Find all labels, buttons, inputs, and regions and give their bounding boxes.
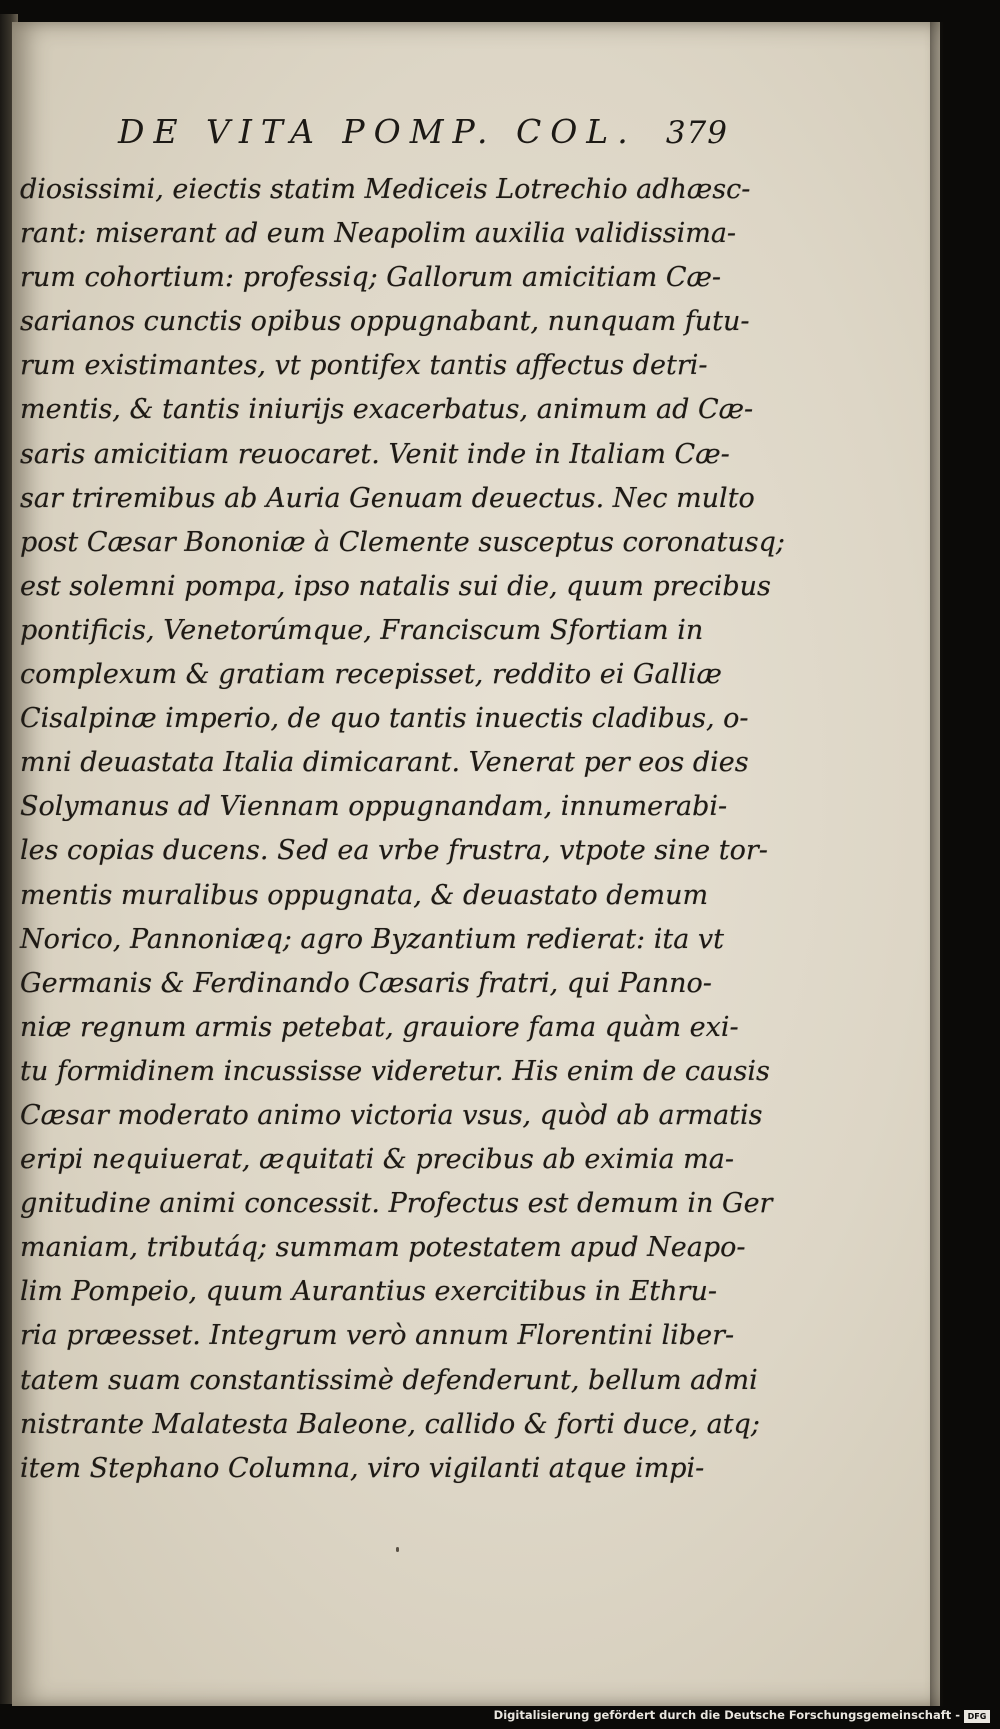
- text-line: tatem suam constantissimè defenderunt, bellum admi: [20, 1364, 758, 1396]
- text-line: mentis muralibus oppugnata, & deuastato demum: [20, 879, 709, 911]
- running-title: DE VITA POMP. COL.: [118, 112, 637, 151]
- text-line: Norico, Pannoniæq; agro Byzantium redierat: ita vt: [20, 923, 724, 955]
- body-text: [20, 168, 786, 1491]
- text-line: niæ regnum armis petebat, grauiore fama quàm exi-: [20, 1011, 739, 1043]
- digitization-credit: Digitalisierung gefördert durch die Deutsche Forschungsgemeinschaft -: [493, 1708, 960, 1722]
- text-line: item Stephano Columna, viro vigilanti atque impi-: [20, 1452, 705, 1484]
- text-line: rant: miserant ad eum Neapolim auxilia validissima-: [20, 218, 737, 250]
- text-line: Germanis & Ferdinando Cæsaris fratri, qui Panno-: [20, 967, 712, 999]
- dfg-logo-icon: DFG: [964, 1710, 990, 1723]
- ink-speck: [396, 1547, 399, 1552]
- page-number: 379: [665, 115, 728, 151]
- footer-bar: [0, 1706, 1000, 1729]
- text-line: Cæsar moderato animo victoria vsus, quòd ab armatis: [20, 1099, 763, 1131]
- page-edge-shadow: [930, 22, 944, 1706]
- text-line: mentis, & tantis iniurijs exacerbatus, animum ad Cæ-: [20, 394, 754, 426]
- text-line: maniam, tributáq; summam potestatem apud Neapo-: [20, 1232, 746, 1264]
- text-line: est solemni pompa, ipso natalis sui die, quum precibus: [20, 570, 771, 602]
- text-line: rum cohortium: professiq; Gallorum amicitiam Cæ-: [20, 262, 721, 294]
- text-line: les copias ducens. Sed ea vrbe frustra, vtpote sine tor-: [20, 835, 768, 867]
- text-line: lim Pompeio, quum Aurantius exercitibus in Ethru-: [20, 1276, 717, 1308]
- text-line: eripi nequiuerat, æquitati & precibus ab eximia ma-: [20, 1144, 734, 1176]
- text-line: diosissimi, eiectis statim Mediceis Lotrechio adhæsc-: [20, 174, 751, 205]
- text-line: tu formidinem incussisse videretur. His enim de causis: [20, 1055, 770, 1087]
- text-line: Solymanus ad Viennam oppugnandam, innumerabi-: [20, 791, 728, 823]
- running-head: [118, 112, 728, 151]
- text-line: complexum & gratiam recepisset, reddito ei Galliæ: [20, 659, 722, 691]
- text-line: sarianos cunctis opibus oppugnabant, nunquam futu-: [20, 306, 750, 338]
- text-line: saris amicitiam reuocaret. Venit inde in Italiam Cæ-: [20, 438, 730, 470]
- text-line: mni deuastata Italia dimicarant. Venerat per eos dies: [20, 747, 749, 779]
- text-line: sar triremibus ab Auria Genuam deuectus. Nec multo: [20, 482, 755, 514]
- text-line: pontificis, Venetorúmque, Franciscum Sfortiam in: [20, 614, 704, 646]
- text-line: Cisalpinæ imperio, de quo tantis inuectis cladibus, o-: [20, 703, 749, 735]
- text-line: gnitudine animi concessit. Profectus est demum in Ger: [20, 1188, 773, 1220]
- text-line: post Cæsar Bononiæ à Clemente susceptus coronatusq;: [20, 526, 786, 558]
- text-line: rum existimantes, vt pontifex tantis affectus detri-: [20, 350, 708, 382]
- text-line: ria præesset. Integrum verò annum Florentini liber-: [20, 1320, 735, 1352]
- text-line: nistrante Malatesta Baleone, callido & forti duce, atq;: [20, 1408, 760, 1440]
